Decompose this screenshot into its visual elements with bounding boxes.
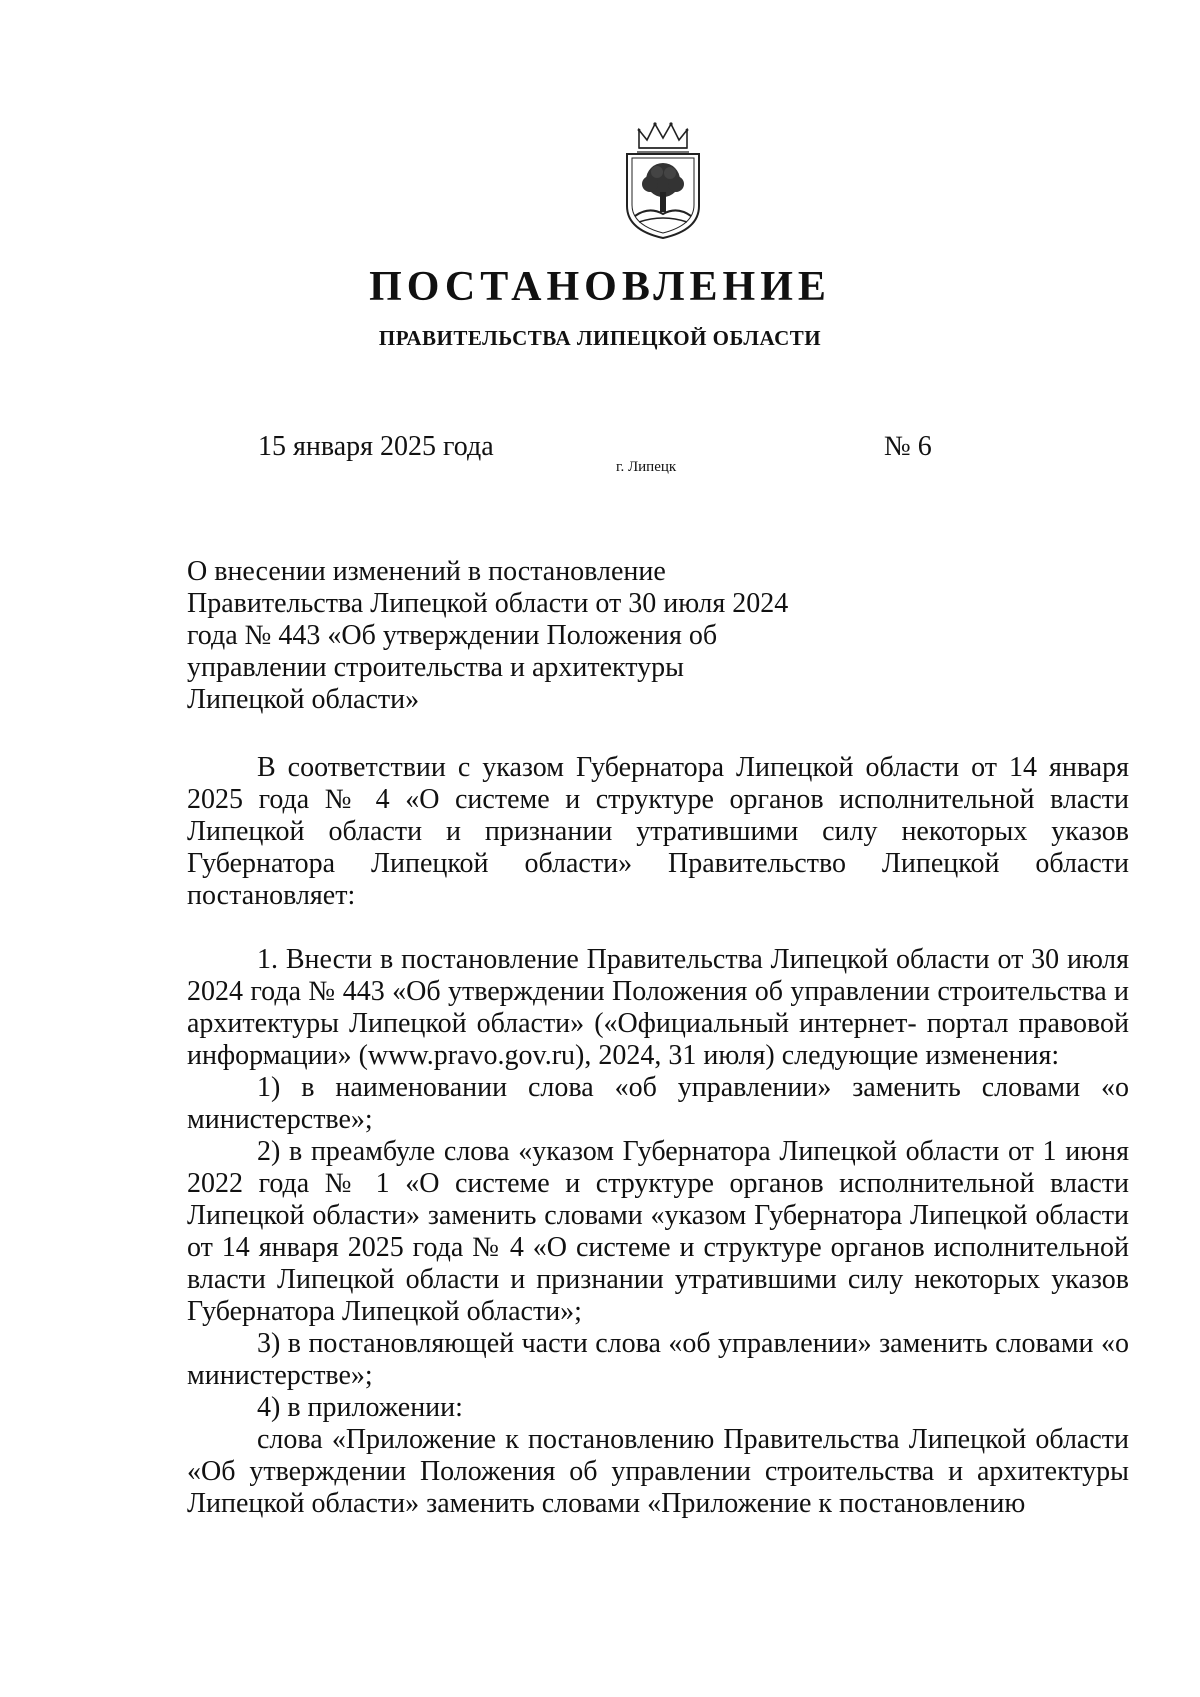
text-line: 2) в преамбуле слова «указом Губернатора Липецкой области от 1 июня (257, 1136, 1129, 1167)
title-line: О внесении изменений в постановление (187, 556, 666, 587)
text-line: 1) в наименовании слова «об управлении» заменить словами «о (257, 1072, 1129, 1103)
title-line: Липецкой области» (187, 684, 420, 715)
body-item-1 (187, 1072, 1129, 1136)
text-line: 2022 года № 1 «О системе и структуре органов исполнительной власти (187, 1168, 1129, 1199)
text-line: Липецкой области и признании утратившими силу некоторых указов (187, 816, 1129, 847)
document-city: г. Липецк (616, 459, 677, 475)
text-line: области от 14 января 2025 года № 4 «О системе и структуре органов (187, 1200, 1129, 1263)
text-line: некоторых указов Губернатора Липецкой области»; (187, 1264, 1129, 1327)
document-number: № 6 (884, 431, 932, 462)
coat-of-arms-emblem (617, 118, 709, 242)
text-line: 2025 года № 4 «О системе и структуре органов исполнительной власти (187, 784, 1129, 815)
document-type-heading: ПОСТАНОВЛЕНИЕ (369, 264, 831, 310)
text-line: слова «Приложение к постановлению Правительства Липецкой области (257, 1424, 1129, 1455)
text-line: «Об утверждении Положения об управлении строительства и архитектуры (187, 1456, 1129, 1487)
text-line: «о министерстве»; (187, 1328, 1129, 1391)
title-line: управлении строительства и архитектуры (187, 652, 684, 683)
title-line: Правительства Липецкой области от 30 июля 2024 (187, 588, 789, 619)
text-line: следующие изменения: (781, 1040, 1060, 1071)
document-date: 15 января 2025 года (258, 431, 494, 462)
text-line: 1. Внести в постановление Правительства Липецкой области от 30 (257, 944, 1060, 975)
body-item-3 (187, 1328, 1129, 1392)
text-line: исполнительной власти Липецкой области и признании утратившими силу (187, 1232, 1130, 1295)
body-item-2 (187, 1136, 1129, 1328)
issuer-heading: ПРАВИТЕЛЬСТВА ЛИПЕЦКОЙ ОБЛАСТИ (378, 326, 822, 350)
text-line: министерстве»; (187, 1104, 373, 1135)
preamble-paragraph (187, 752, 1129, 912)
body-paragraph-1 (187, 944, 1129, 1072)
text-line: Губернатора Липецкой области» Правительство Липецкой области (187, 848, 1129, 879)
text-line: постановляет: (187, 880, 356, 911)
title-line: года № 443 «Об утверждении Положения об (187, 620, 718, 651)
body-item-4-text (187, 1424, 1129, 1520)
document-title (187, 556, 827, 716)
text-line: 4) в приложении: (257, 1392, 463, 1423)
text-line: Липецкой области» заменить словами «указом Губернатора Липецкой (187, 1200, 1028, 1231)
text-line: июля 2024 года № 443 «Об утверждении Положения об управлении (187, 944, 1130, 1007)
text-line: строительства и архитектуры Липецкой области» («Официальный интернет- (187, 976, 1130, 1039)
text-line: В соответствии с указом Губернатора Липецкой области от 14 января (257, 752, 1129, 783)
preamble (187, 752, 1129, 912)
text-line: 3) в постановляющей части слова «об управлении» заменить словами (257, 1328, 1094, 1359)
main-text (187, 944, 1129, 1520)
body-item-4 (187, 1392, 1129, 1424)
text-line: Липецкой области» заменить словами «Приложение к постановлению (187, 1488, 1026, 1519)
text-line: портал правовой информации» (www.pravo.gov.ru), 2024, 31 июля) (187, 1008, 1130, 1071)
